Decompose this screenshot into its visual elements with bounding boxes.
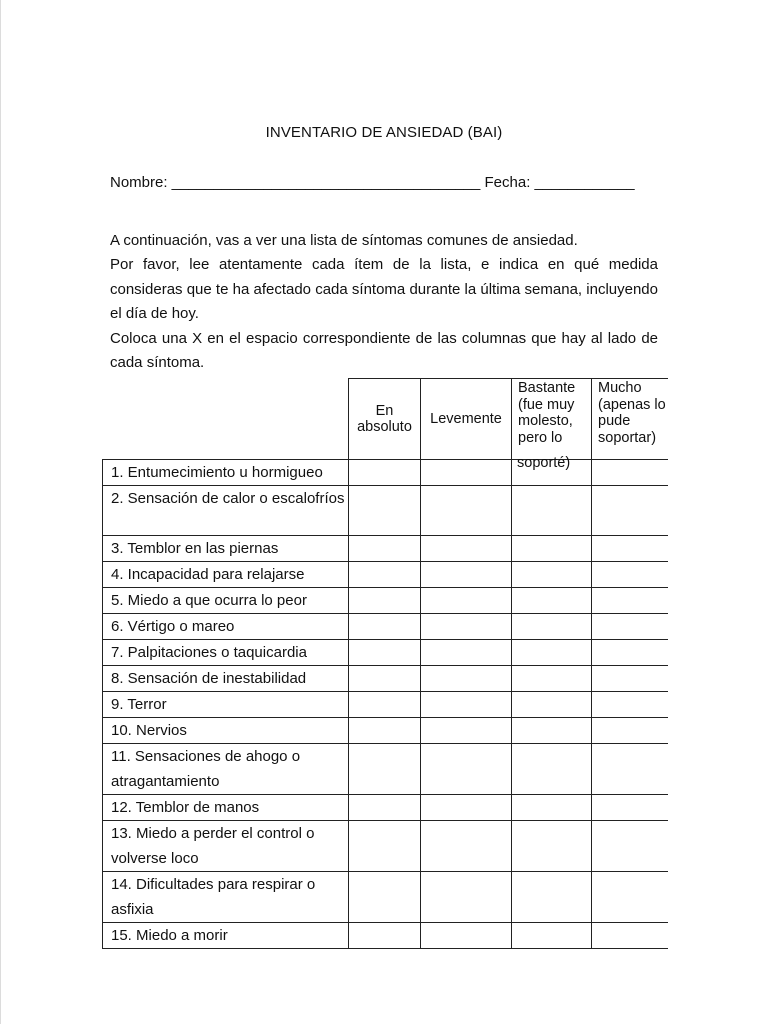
symptom-label: 2. Sensación de calor o escalofríos xyxy=(103,486,349,536)
answer-cell-levemente[interactable] xyxy=(421,821,512,872)
column-header-en-absoluto: En absoluto xyxy=(349,379,421,460)
answer-cell-mucho[interactable] xyxy=(592,692,668,718)
answer-cell-bastante[interactable] xyxy=(512,718,592,744)
symptom-row xyxy=(103,872,668,923)
column-header-mucho: Mucho (apenas lo pude soportar) xyxy=(592,379,668,460)
symptom-row xyxy=(103,744,668,795)
page-edge xyxy=(0,0,1,1024)
answer-cell-en-absoluto[interactable] xyxy=(349,744,421,795)
symptom-label: 5. Miedo a que ocurra lo peor xyxy=(103,588,349,614)
answer-cell-mucho[interactable] xyxy=(592,588,668,614)
answer-cell-levemente[interactable] xyxy=(421,460,512,486)
column-header-bastante: Bastante (fue muy molesto, pero lo xyxy=(512,379,592,460)
answer-cell-en-absoluto[interactable] xyxy=(349,923,421,949)
answer-cell-mucho[interactable] xyxy=(592,718,668,744)
answer-cell-bastante[interactable] xyxy=(512,744,592,795)
answer-cell-levemente[interactable] xyxy=(421,640,512,666)
symptom-row xyxy=(103,666,668,692)
symptom-label: 9. Terror xyxy=(103,692,349,718)
name-date-line: Nombre: _____________________________________ Fecha: ____________ xyxy=(110,174,635,191)
column-header-table xyxy=(348,378,668,460)
document-title: INVENTARIO DE ANSIEDAD (BAI) xyxy=(265,124,503,141)
answer-cell-en-absoluto[interactable] xyxy=(349,460,421,486)
answer-cell-mucho[interactable] xyxy=(592,821,668,872)
instruction-paragraph: Coloca una X en el espacio correspondiente de las columnas que hay al lado de cada síntoma. xyxy=(110,329,658,372)
answer-cell-en-absoluto[interactable] xyxy=(349,821,421,872)
answer-cell-levemente[interactable] xyxy=(421,486,512,536)
instruction-paragraph: A continuación, vas a ver una lista de síntomas comunes de ansiedad. xyxy=(110,232,578,249)
symptom-label: 11. Sensaciones de ahogo o atragantamiento xyxy=(103,744,349,795)
answer-cell-mucho[interactable] xyxy=(592,872,668,923)
symptom-row xyxy=(103,640,668,666)
answer-cell-bastante[interactable] xyxy=(512,536,592,562)
answer-cell-bastante[interactable] xyxy=(512,872,592,923)
answer-cell-en-absoluto[interactable] xyxy=(349,795,421,821)
answer-cell-levemente[interactable] xyxy=(421,872,512,923)
answer-cell-bastante[interactable] xyxy=(512,821,592,872)
answer-cell-en-absoluto[interactable] xyxy=(349,562,421,588)
answer-cell-mucho[interactable] xyxy=(592,923,668,949)
symptom-row xyxy=(103,486,668,536)
answer-cell-bastante[interactable] xyxy=(512,640,592,666)
answer-cell-bastante[interactable] xyxy=(512,692,592,718)
symptom-row xyxy=(103,923,668,949)
column-header-bastante-overflow: soporté) xyxy=(517,455,571,471)
answer-cell-bastante[interactable] xyxy=(512,614,592,640)
answer-cell-levemente[interactable] xyxy=(421,795,512,821)
answer-cell-en-absoluto[interactable] xyxy=(349,872,421,923)
symptom-label: 1. Entumecimiento u hormigueo xyxy=(103,460,349,486)
symptom-label: 12. Temblor de manos xyxy=(103,795,349,821)
instructions xyxy=(110,229,658,375)
answer-cell-en-absoluto[interactable] xyxy=(349,614,421,640)
answer-cell-levemente[interactable] xyxy=(421,536,512,562)
answer-cell-en-absoluto[interactable] xyxy=(349,640,421,666)
symptom-row xyxy=(103,588,668,614)
answer-cell-levemente[interactable] xyxy=(421,588,512,614)
answer-cell-bastante[interactable] xyxy=(512,588,592,614)
answer-cell-bastante[interactable] xyxy=(512,795,592,821)
answer-cell-en-absoluto[interactable] xyxy=(349,588,421,614)
symptom-label: 13. Miedo a perder el control o volverse loco xyxy=(103,821,349,872)
answer-cell-levemente[interactable] xyxy=(421,692,512,718)
symptom-table xyxy=(102,459,668,949)
answer-cell-mucho[interactable] xyxy=(592,562,668,588)
answer-cell-levemente[interactable] xyxy=(421,562,512,588)
answer-cell-mucho[interactable] xyxy=(592,614,668,640)
symptom-row xyxy=(103,795,668,821)
symptom-label: 7. Palpitaciones o taquicardia xyxy=(103,640,349,666)
symptom-label: 6. Vértigo o mareo xyxy=(103,614,349,640)
symptom-row xyxy=(103,692,668,718)
answer-cell-mucho[interactable] xyxy=(592,795,668,821)
answer-cell-en-absoluto[interactable] xyxy=(349,692,421,718)
symptom-label: 3. Temblor en las piernas xyxy=(103,536,349,562)
answer-cell-en-absoluto[interactable] xyxy=(349,666,421,692)
answer-cell-bastante[interactable] xyxy=(512,923,592,949)
answer-cell-mucho[interactable] xyxy=(592,486,668,536)
answer-cell-bastante[interactable] xyxy=(512,486,592,536)
symptom-row xyxy=(103,460,668,486)
answer-cell-levemente[interactable] xyxy=(421,744,512,795)
answer-cell-en-absoluto[interactable] xyxy=(349,486,421,536)
answer-cell-en-absoluto[interactable] xyxy=(349,718,421,744)
answer-cell-levemente[interactable] xyxy=(421,718,512,744)
answer-cell-en-absoluto[interactable] xyxy=(349,536,421,562)
symptom-label: 4. Incapacidad para relajarse xyxy=(103,562,349,588)
answer-cell-bastante[interactable] xyxy=(512,562,592,588)
answer-cell-mucho[interactable] xyxy=(592,744,668,795)
symptom-row xyxy=(103,536,668,562)
answer-cell-bastante[interactable] xyxy=(512,666,592,692)
instruction-paragraph: Por favor, lee atentamente cada ítem de la lista, e indica en qué medida consideras que te ha afectado cada síntoma durante la última semana, incluyendo el día de hoy. xyxy=(110,256,658,323)
answer-cell-levemente[interactable] xyxy=(421,666,512,692)
symptom-row xyxy=(103,614,668,640)
answer-cell-mucho[interactable] xyxy=(592,640,668,666)
column-header-levemente: Levemente xyxy=(421,379,512,460)
answer-cell-levemente[interactable] xyxy=(421,923,512,949)
symptom-row xyxy=(103,562,668,588)
symptom-label: 10. Nervios xyxy=(103,718,349,744)
symptom-label: 8. Sensación de inestabilidad xyxy=(103,666,349,692)
symptom-row xyxy=(103,821,668,872)
symptom-row xyxy=(103,718,668,744)
answer-cell-levemente[interactable] xyxy=(421,614,512,640)
answer-cell-mucho[interactable] xyxy=(592,536,668,562)
symptom-label: 14. Dificultades para respirar o asfixia xyxy=(103,872,349,923)
answer-cell-mucho[interactable] xyxy=(592,666,668,692)
answer-cell-mucho[interactable] xyxy=(592,460,668,486)
symptom-label: 15. Miedo a morir xyxy=(103,923,349,949)
